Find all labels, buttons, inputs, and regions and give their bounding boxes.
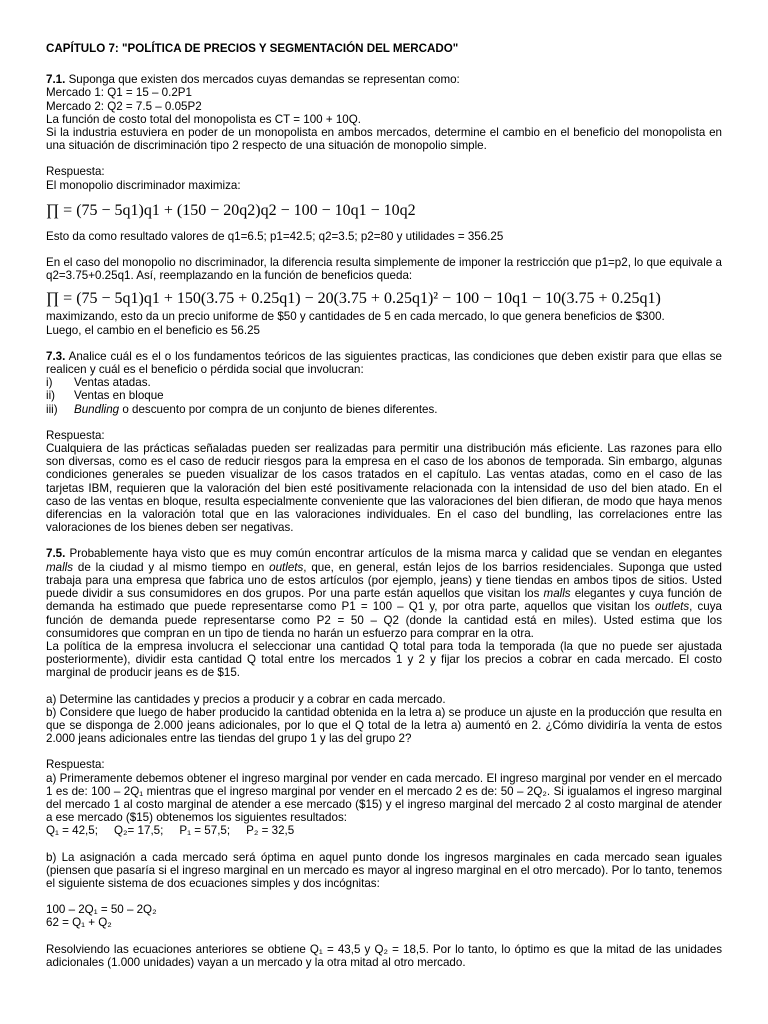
q71-response-1: El monopolio discriminador maximiza: xyxy=(46,178,241,192)
q73-intro: 7.3. Analice cuál es el o los fundamentos teóricos de las siguientes practicas, las condiciones que deben existir para que ellas se realicen y cuál es el beneficio o pérdida social que involucran: xyxy=(46,349,722,377)
chapter-title: CAPÍTULO 7: "POLÍTICA DE PRECIOS Y SEGMENTACIÓN DEL MERCADO" xyxy=(46,42,459,55)
q71-market2: Mercado 2: Q2 = 7.5 – 0.05P2 xyxy=(46,99,202,113)
q75-question-b: b) Considere que luego de haber producido la cantidad obtenida en la letra a) se produce un ajuste en la producción que resulta en que se disponga de 2.000 jeans adicionales, por lo que el Q total de la letra a) aumentó en 2. ¿Cómo dividiría la venta de estos 2.000 jeans adicionales entre las tiendas del grupo 1 y las del grupo 2? xyxy=(46,705,722,746)
q73-number: 7.3. xyxy=(46,349,66,363)
profit-formula-discriminating: ∏ = (75 − 5q1)q1 + (150 − 20q2)q2 − 100 − 10q1 − 10q2 xyxy=(46,201,416,219)
q75-response-a: a) Primeramente debemos obtener el ingreso marginal por vender en cada mercado. El ingreso marginal por vender en el mercado 1 es de: 100 – 2Q₁ mientras que el ingreso marginal por vender en el mercado 2 es de: 50 – 2Q₂. Si igualamos el ingreso marginal del mercado 1 al costo marginal de atender a ese mercado ($15) y el ingreso marginal del mercado 2 al costo marginal de atender a ese mercado ($15) obtenemos los siguientes resultados: xyxy=(46,771,722,825)
q75-question-a: a) Determine las cantidades y precios a producir y a cobrar en cada mercado. xyxy=(46,692,446,706)
q71-response-label: Respuesta: xyxy=(46,165,105,179)
q75-paragraph-2: La política de la empresa involucra el seleccionar una cantidad Q total para toda la temporada (la que no puede ser ajustada posteriormente), dividir esta cantidad Q total entre los mercados 1 y 2 y fijar los precios a cobrar en cada mercado. El costo marginal de producir jeans es de $15. xyxy=(46,639,722,680)
q73-response: Cualquiera de las prácticas señaladas pueden ser realizadas para permitir una distribución más eficiente. Las razones para ello son diversas, como es el caso de reducir riesgos para la empresa en el caso de los abonos de temporada. Sin embargo, algunas condiciones generales se pueden visualizar de los casos tratados en el capítulo. Las ventas atadas, como en el caso de las tarjetas IBM, requieren que la valoración del bien esté positivamente relacionada con la intensidad de uso del bien atado. En el caso de las ventas en bloque, resulta especialmente conveniente que las valoraciones del bien difieran, de modo que haya menos diferencias en la valoración total que en las valoraciones individuales. En el caso del bundling, las correlaciones entre las valoraciones de los bienes deben ser negativas. xyxy=(46,442,722,535)
list-item: i) Ventas atadas. xyxy=(46,376,151,390)
q75-paragraph-1: 7.5. Probablemente haya visto que es muy común encontrar artículos de la misma marca y calidad que se vendan en elegantes malls de la ciudad y al mismo tiempo en outlets, que, en general, están lejos de los barrios residenciales. Suponga que usted trabaja para una empresa que fabrica uno de estos artículos (por ejemplo, jeans) y tiene tiendas en ambos tipos de sitios. Usted puede dividir a sus consumidores en dos grupos. Por una parte están aquellos que visitan los malls elegantes y cuya función de demanda ha estimado que puede representarse como P1 = 100 – Q1 y, por otra parte, aquellos que visitan los outlets, cuya función de demanda puede representarse como P2 = 50 – Q2 (donde la cantidad está en miles). Usted estima que los consumidores que compran en un tipo de tienda no harán un esfuerzo para comprar en la otra. xyxy=(46,547,723,640)
list-item: iii) Bundling o descuento por compra de un conjunto de bienes diferentes. xyxy=(46,402,438,416)
document-page xyxy=(46,42,722,969)
equation-2: 62 = Q₁ + Q₂ xyxy=(46,916,112,930)
q71-response-3: En el caso del monopolio no discriminador, la diferencia resulta simplemente de imponer la restricción que p1=p2, lo que equivale a q2=3.75+0.25q1. Así, reemplazando en la función de beneficios queda: xyxy=(46,256,722,283)
equation-1: 100 – 2Q₁ = 50 – 2Q₂ xyxy=(46,903,157,917)
q75-number: 7.5. xyxy=(46,547,66,561)
q71-cost: La función de costo total del monopolista es CT = 100 + 10Q. xyxy=(46,112,361,126)
q71-response-2: Esto da como resultado valores de q1=6.5; p1=42.5; q2=3.5; p2=80 y utilidades = 356.25 xyxy=(46,229,504,243)
q71-question: Si la industria estuviera en poder de un monopolista en ambos mercados, determine el cambio en el beneficio del monopolista en una situación de discriminación tipo 2 respecto de una situación de monopolio simple. xyxy=(46,126,722,153)
q71-response-4: maximizando, esto da un precio uniforme de $50 y cantidades de 5 en cada mercado, lo que genera beneficios de $300. xyxy=(46,310,665,324)
q71-market1: Mercado 1: Q1 = 15 – 0.2P1 xyxy=(46,86,192,100)
q73-response-label: Respuesta: xyxy=(46,428,105,442)
q75-response-b: b) La asignación a cada mercado será óptima en aquel punto donde los ingresos marginales en cada mercado sean iguales (piensen que pasaría si el ingreso marginal en un mercado es mayor al ingreso marginal en el otro mercado). Por lo tanto, tenemos el siguiente sistema de dos ecuaciones simples y dos incógnitas: xyxy=(46,850,722,890)
q75-results: Q₁ = 42,5; Q₂= 17,5; P₁ = 57,5; P₂ = 32,5 xyxy=(46,824,295,838)
list-item: ii) Ventas en bloque xyxy=(46,389,164,403)
q71-intro: 7.1. Suponga que existen dos mercados cuyas demandas se representan como: xyxy=(46,73,460,87)
profit-formula-simple: ∏ = (75 − 5q1)q1 + 150(3.75 + 0.25q1) − 20(3.75 + 0.25q1)² − 100 − 10q1 − 10(3.75 + 0.25q1) xyxy=(46,290,661,308)
q71-number: 7.1. xyxy=(46,73,66,87)
q75-response-label: Respuesta: xyxy=(46,758,105,772)
q75-final: Resolviendo las ecuaciones anteriores se obtiene Q₁ = 43,5 y Q₂ = 18,5. Por lo tanto, lo óptimo es que la mitad de las unidades adicionales (1.000 unidades) vayan a un mercado y la otra mitad al otro mercado. xyxy=(46,942,722,969)
q71-response-5: Luego, el cambio en el beneficio es 56.25 xyxy=(46,323,260,337)
